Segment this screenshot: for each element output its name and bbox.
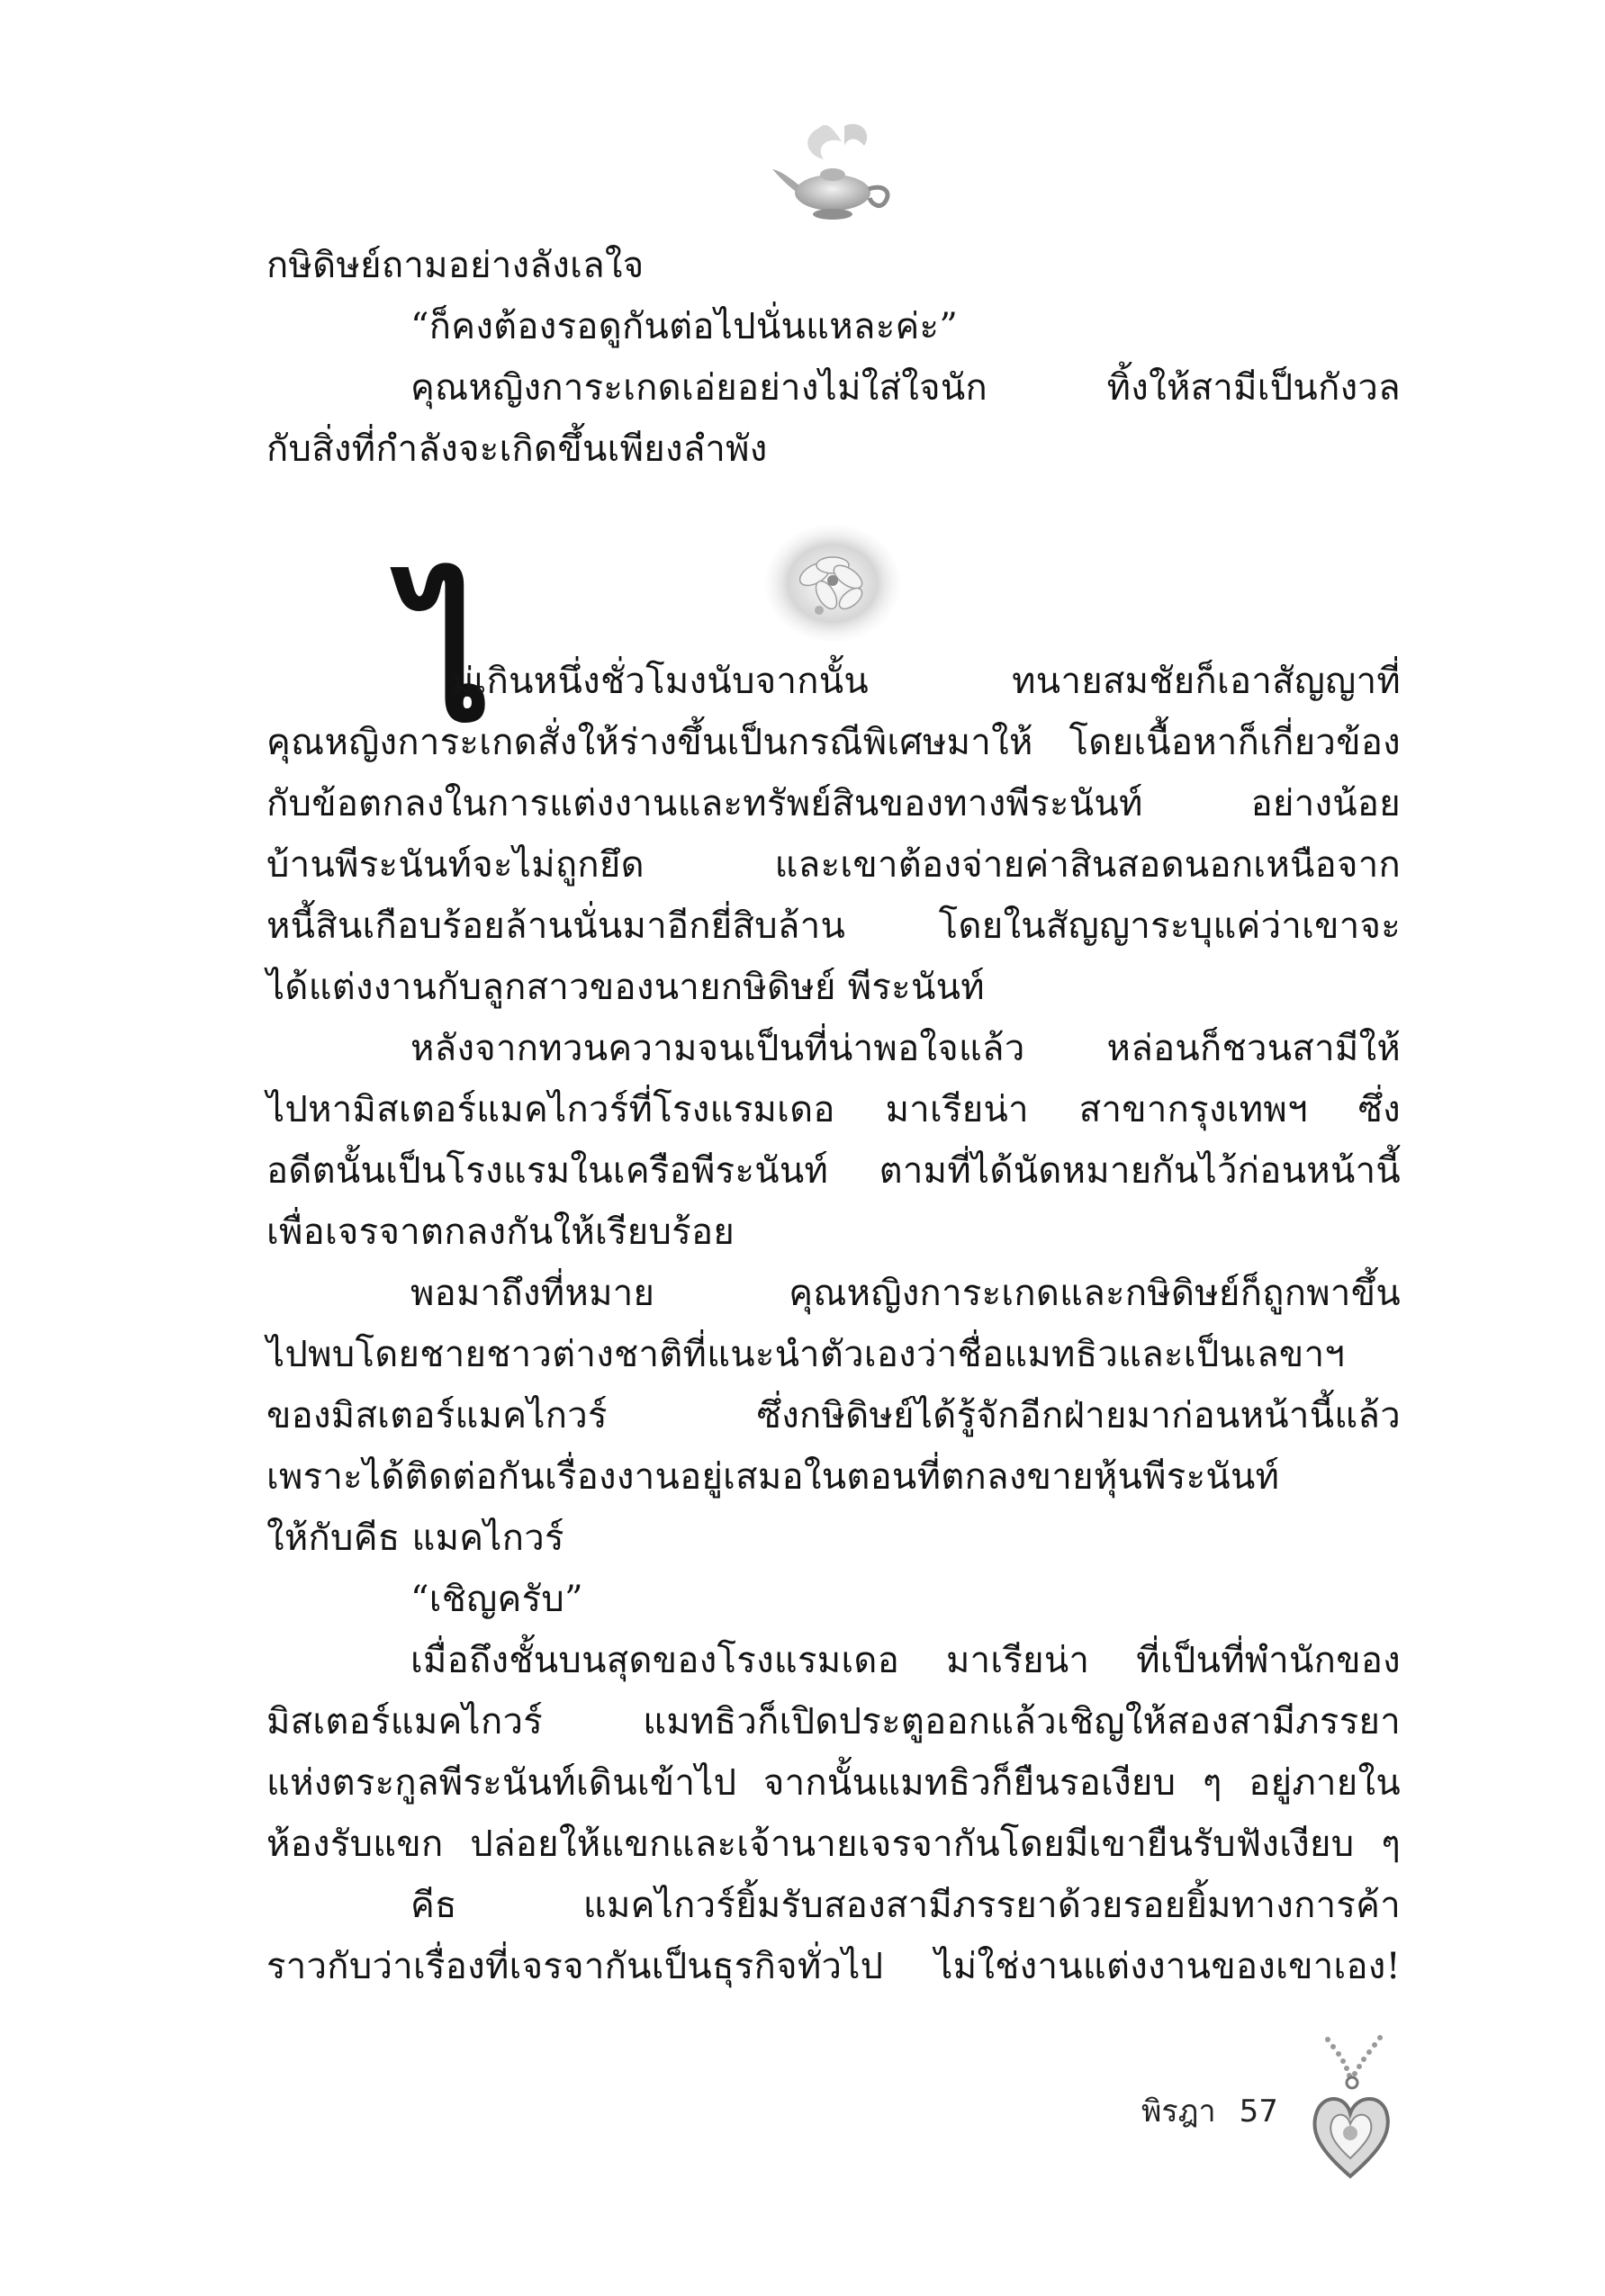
- magic-lamp-icon: [765, 110, 900, 236]
- text-line: คุณหญิงการะเกดสั่งให้ร่างขึ้นเป็นกรณีพิเศษมาให้ โดยเนื้อหาก็เกี่ยวข้อง: [266, 722, 1401, 763]
- text-line: กับสิ่งที่กำลังจะเกิดขึ้นเพียงลำพัง: [266, 428, 768, 470]
- text-line: บ้านพีระนันท์จะไม่ถูกยึด และเขาต้องจ่ายค่าสินสอดนอกเหนือจาก: [266, 844, 1401, 886]
- text-line: ไปพบโดยชายชาวต่างชาติที่แนะนำตัวเองว่าชื่อแมทธิวและเป็นเลขาฯ: [266, 1334, 1346, 1375]
- text-line: ราวกับว่าเรื่องที่เจรจากันเป็นธุรกิจทั่วไป ไม่ใช่งานแต่งงานของเขาเอง!: [266, 1946, 1401, 1987]
- text-line: คุณหญิงการะเกดเอ่ยอย่างไม่ใส่ใจนัก ทิ้งให้สามีเป็นกังวล: [410, 367, 1401, 409]
- text-line: ห้องรับแขก ปล่อยให้แขกและเจ้านายเจรจากันโดยมีเขายืนรับฟังเงียบ ๆ: [266, 1823, 1401, 1865]
- text-line: “ก็คงต้องรอดูกันต่อไปนั่นแหละค่ะ”: [410, 306, 959, 347]
- text-line: แห่งตระกูลพีระนันท์เดินเข้าไป จากนั้นแมทธิวก็ยืนรอเงียบ ๆ อยู่ภายใน: [266, 1762, 1401, 1804]
- text-line: กษิดิษย์ถามอย่างลังเลใจ: [266, 245, 645, 286]
- flower-icon: [765, 525, 900, 642]
- text-line: กับข้อตกลงในการแต่งงานและทรัพย์สินของทางพีระนันท์ อย่างน้อย: [266, 783, 1401, 824]
- book-title: พิรฎา: [1141, 2093, 1216, 2129]
- text-line: ของมิสเตอร์แมคไกวร์ ซึ่งกษิดิษย์ได้รู้จักอีกฝ่ายมาก่อนหน้านี้แล้ว: [266, 1395, 1401, 1436]
- text-line: เมื่อถึงชั้นบนสุดของโรงแรมเดอ มาเรียน่า ที่เป็นที่พำนักของ: [410, 1640, 1401, 1681]
- text-line: มิสเตอร์แมคไกวร์ แมทธิวก็เปิดประตูออกแล้วเชิญให้สองสามีภรรยา: [266, 1701, 1401, 1742]
- text-line: คีธ แมคไกวร์ยิ้มรับสองสามีภรรยาด้วยรอยยิ้มทางการค้า: [410, 1885, 1401, 1926]
- text-line: อดีตนั้นเป็นโรงแรมในเครือพีระนันท์ ตามที่ได้นัดหมายกันไว้ก่อนหน้านี้: [266, 1150, 1401, 1192]
- text-line: หนี้สินเกือบร้อยล้านนั่นมาอีกยี่สิบล้าน โดยในสัญญาระบุแค่ว่าเขาจะ: [266, 905, 1401, 947]
- text-line: เพราะได้ติดต่อกันเรื่องงานอยู่เสมอในตอนที่ตกลงขายหุ้นพีระนันท์: [266, 1456, 1280, 1498]
- text-line: ได้แต่งงานกับลูกสาวของนายกษิดิษย์ พีระนันท์: [266, 967, 985, 1008]
- text-line: ไปหามิสเตอร์แมคไกวร์ที่โรงแรมเดอ มาเรียน่า สาขากรุงเทพฯ ซึ่ง: [266, 1089, 1401, 1130]
- text-line: หลังจากทวนความจนเป็นที่น่าพอใจแล้ว หล่อนก็ชวนสามีให้: [410, 1028, 1401, 1069]
- text-line: พอมาถึงที่หมาย คุณหญิงการะเกดและกษิดิษย์ก็ถูกพาขึ้น: [410, 1273, 1401, 1314]
- heart-pendant-icon: [1301, 2032, 1400, 2194]
- drop-cap: ไ: [405, 559, 491, 760]
- page-footer: [1141, 2086, 1278, 2135]
- text-line: ให้กับคีธ แมคไกวร์: [266, 1517, 564, 1559]
- page-number: 57: [1239, 2093, 1278, 2129]
- text-line: เพื่อเจรจาตกลงกันให้เรียบร้อย: [266, 1211, 735, 1253]
- text-line: “เชิญครับ”: [410, 1579, 583, 1620]
- text-line: ม่เกินหนึ่งชั่วโมงนับจากนั้น ทนายสมชัยก็เอาสัญญาที่: [450, 661, 1401, 702]
